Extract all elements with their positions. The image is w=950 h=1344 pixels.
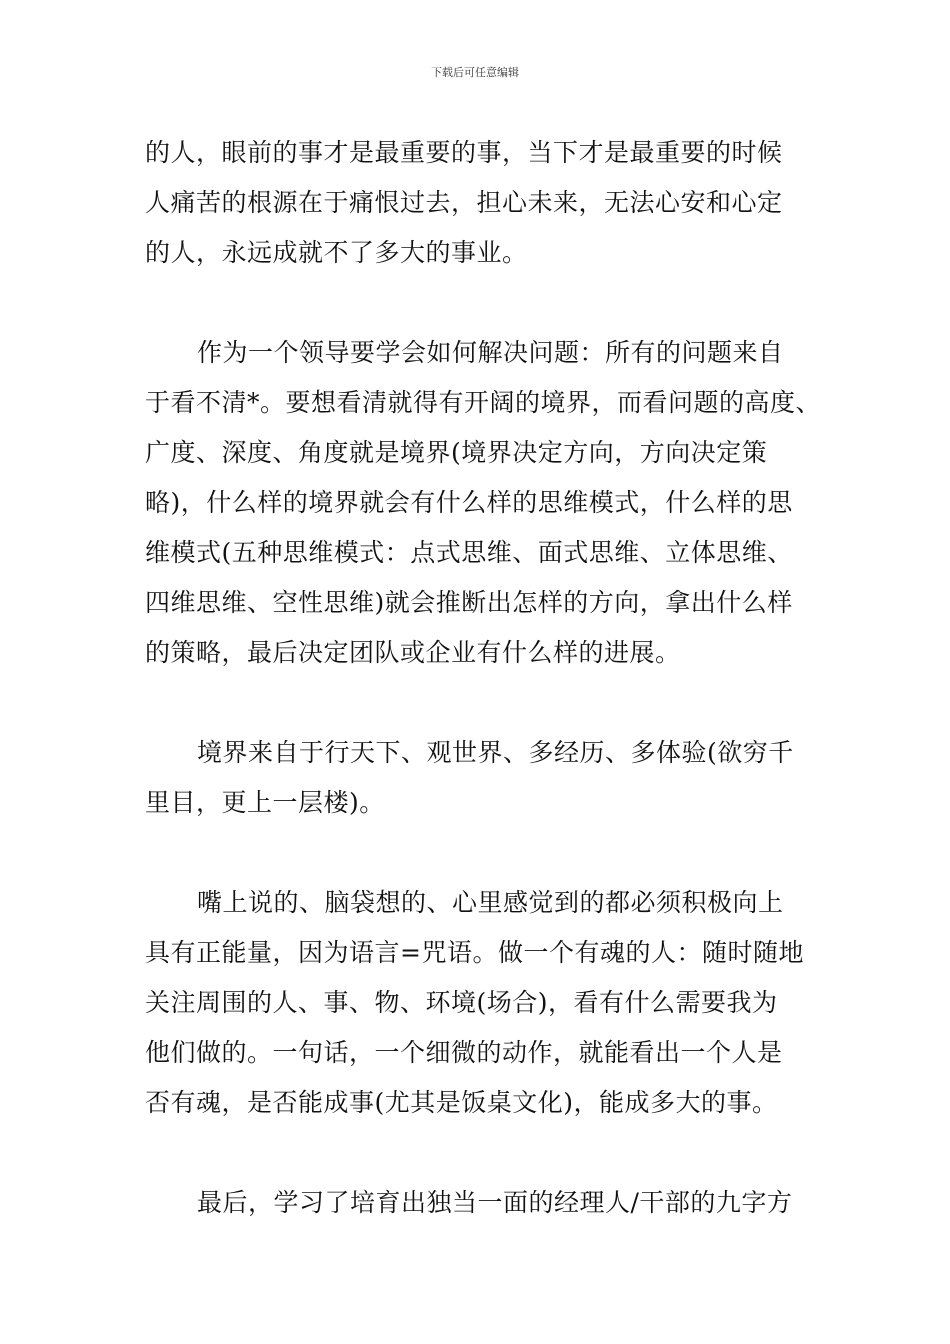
document-body	[145, 128, 825, 1228]
text-line: 的策略，最后决定团队或企业有什么样的进展。	[145, 638, 681, 667]
text-line: 于看不清*。要想看清就得有开阔的境界，而看问题的高度、	[145, 388, 822, 417]
text-line: 人痛苦的根源在于痛恨过去，担心未来，无法心安和心定	[145, 188, 783, 217]
text-line: 具有正能量，因为语言=咒语。做一个有魂的人：随时随地	[145, 938, 804, 967]
text-line: 四维思维、空性思维)就会推断出怎样的方向，拿出什么样	[145, 588, 793, 617]
text-line: 维模式(五种思维模式：点式思维、面式思维、立体思维、	[145, 538, 793, 567]
text-line: 关注周围的人、事、物、环境(场合)，看有什么需要我为	[145, 988, 778, 1017]
text-line: 最后，学习了培育出独当一面的经理人/干部的九字方	[197, 1188, 793, 1217]
text-line: 的人，永远成就不了多大的事业。	[145, 238, 528, 267]
paragraph-1	[145, 128, 825, 278]
paragraph-5	[145, 1178, 825, 1228]
paragraph-gap	[145, 828, 825, 878]
page-header-note: 下载后可任意编辑	[431, 66, 519, 79]
paragraph-4	[145, 878, 825, 1128]
text-line: 略)，什么样的境界就会有什么样的思维模式，什么样的思	[145, 488, 793, 517]
text-line: 的人，眼前的事才是最重要的事，当下才是最重要的时候	[145, 138, 783, 167]
paragraph-gap	[145, 278, 825, 328]
paragraph-3	[145, 728, 825, 828]
text-line: 广度、深度、角度就是境界(境界决定方向，方向决定策	[145, 438, 768, 467]
paragraph-gap	[145, 1128, 825, 1178]
text-line: 作为一个领导要学会如何解决问题：所有的问题来自	[197, 338, 784, 367]
text-line: 他们做的。一句话，一个细微的动作，就能看出一个人是	[145, 1038, 783, 1067]
text-line: 嘴上说的、脑袋想的、心里感觉到的都必须积极向上	[197, 888, 784, 917]
text-line: 境界来自于行天下、观世界、多经历、多体验(欲穷千	[197, 738, 794, 767]
paragraph-2	[145, 328, 825, 678]
paragraph-gap	[145, 678, 825, 728]
text-line: 否有魂，是否能成事(尤其是饭桌文化)，能成多大的事。	[145, 1088, 778, 1117]
text-line: 里目，更上一层楼)。	[145, 788, 385, 817]
